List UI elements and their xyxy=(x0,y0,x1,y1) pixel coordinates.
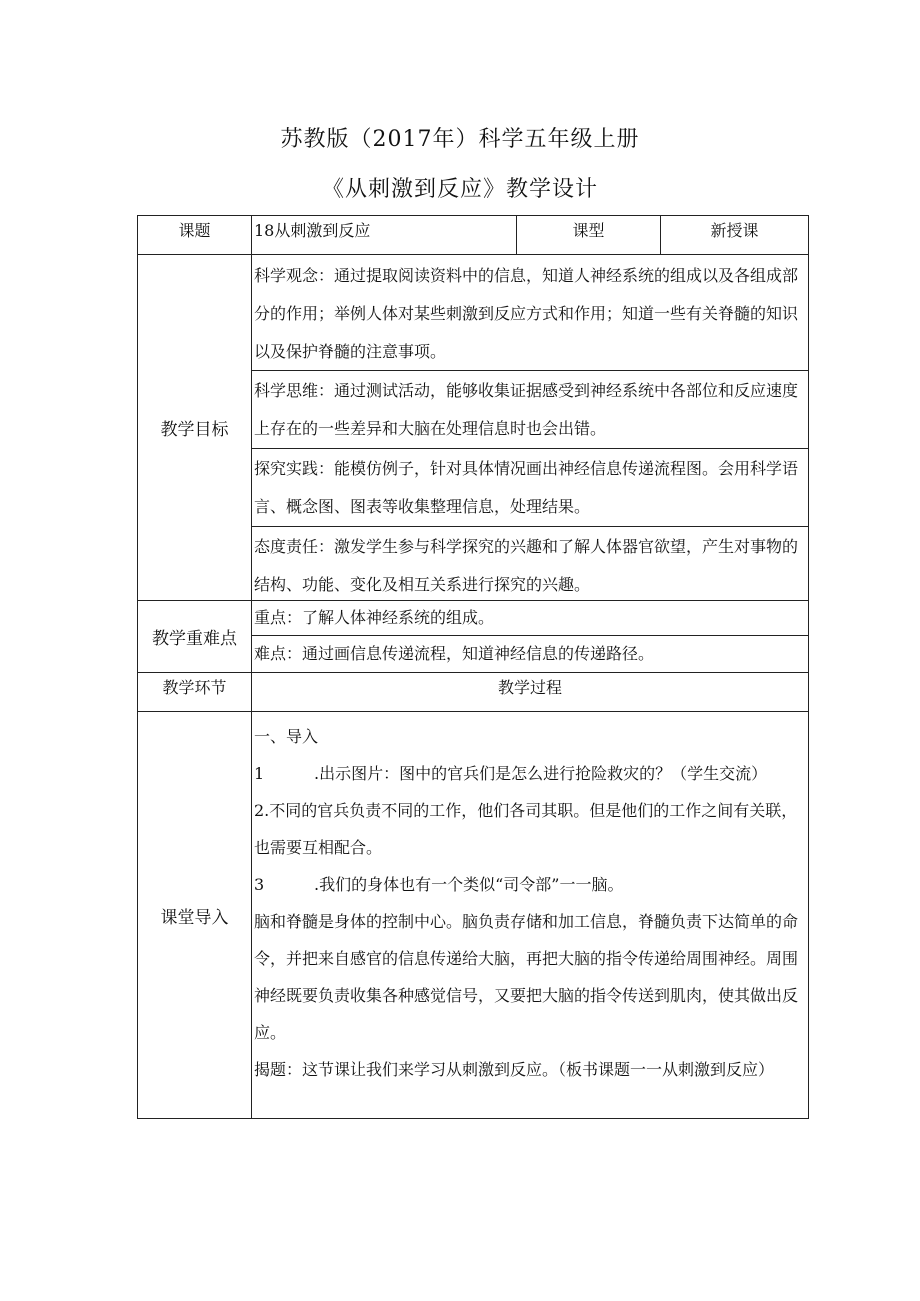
intro-item-2: 2.不同的官兵负责不同的工作，他们各司其职。但是他们的工作之间有关联，也需要互相配合。 xyxy=(254,801,798,857)
intro-heading: 一、导入 xyxy=(254,727,319,746)
process-content-header: 教学过程 xyxy=(252,673,809,712)
intro-item-1 xyxy=(254,755,806,792)
key-points-row xyxy=(138,601,809,673)
intro-item-3-text: .我们的身体也有一个类似“司令部”一一脑。 xyxy=(314,875,624,894)
intro-item-1-text: .出示图片：图中的官兵们是怎么进行抢险救灾的？（学生交流） xyxy=(314,764,768,783)
document-title: 苏教版（2017年）科学五年级上册 xyxy=(280,127,640,152)
intro-item-3-number: 3 xyxy=(254,875,265,894)
document-subtitle: 《从刺激到反应》教学设计 xyxy=(321,177,598,202)
objective-concept: 科学观念：通过提取阅读资料中的信息，知道人神经系统的组成以及各组成部分的作用；举例人体对某些刺激到反应方式和作用；知道一些有关脊髓的知识以及保护脊髓的注意事项。 xyxy=(252,255,808,371)
key-points-label: 教学重难点 xyxy=(138,601,252,673)
lesson-plan-table xyxy=(137,215,809,1119)
intro-item-1-number: 1 xyxy=(254,764,265,783)
process-stage-header: 教学环节 xyxy=(138,673,252,712)
intro-paragraph: 脑和脊髓是身体的控制中心。脑负责存储和加工信息，脊髓负责下达简单的命令，并把来自感官的信息传递给大脑，再把大脑的指令传递给周围神经。周围神经既要负责收集各种感觉信号，又要把大脑的指令传送到肌肉，使其做出反应。 xyxy=(254,912,799,1042)
objectives-cell xyxy=(252,255,809,601)
intro-row xyxy=(138,712,809,1119)
lesson-type-value: 新授课 xyxy=(661,216,809,255)
topic-row xyxy=(138,216,809,255)
objective-thinking: 科学思维：通过测试活动，能够收集证据感受到神经系统中各部位和反应速度上存在的一些差异和大脑在处理信息时也会出错。 xyxy=(252,371,808,449)
lesson-type-label: 课型 xyxy=(517,216,661,255)
objective-practice: 探究实践：能模仿例子，针对具体情况画出神经信息传递流程图。会用科学语言、概念图、图表等收集整理信息，处理结果。 xyxy=(252,449,808,527)
process-header-row xyxy=(138,673,809,712)
intro-item-3 xyxy=(254,866,806,903)
topic-value: 18从刺激到反应 xyxy=(252,216,517,255)
intro-label: 课堂导入 xyxy=(138,712,252,1119)
intro-content xyxy=(252,712,809,1119)
objective-attitude: 态度责任：激发学生参与科学探究的兴趣和了解人体器官欲望，产生对事物的结构、功能、变化及相互关系进行探究的兴趣。 xyxy=(254,537,799,594)
objectives-label: 教学目标 xyxy=(138,255,252,601)
key-point-difficulty: 难点：通过画信息传递流程，知道神经信息的传递路径。 xyxy=(254,644,655,663)
objectives-row xyxy=(138,255,809,601)
key-point-focus: 重点：了解人体神经系统的组成。 xyxy=(252,601,808,636)
topic-label: 课题 xyxy=(138,216,252,255)
key-points-cell xyxy=(252,601,809,673)
intro-reveal: 揭题：这节课让我们来学习从刺激到反应。（板书课题一一从刺激到反应） xyxy=(254,1060,775,1079)
